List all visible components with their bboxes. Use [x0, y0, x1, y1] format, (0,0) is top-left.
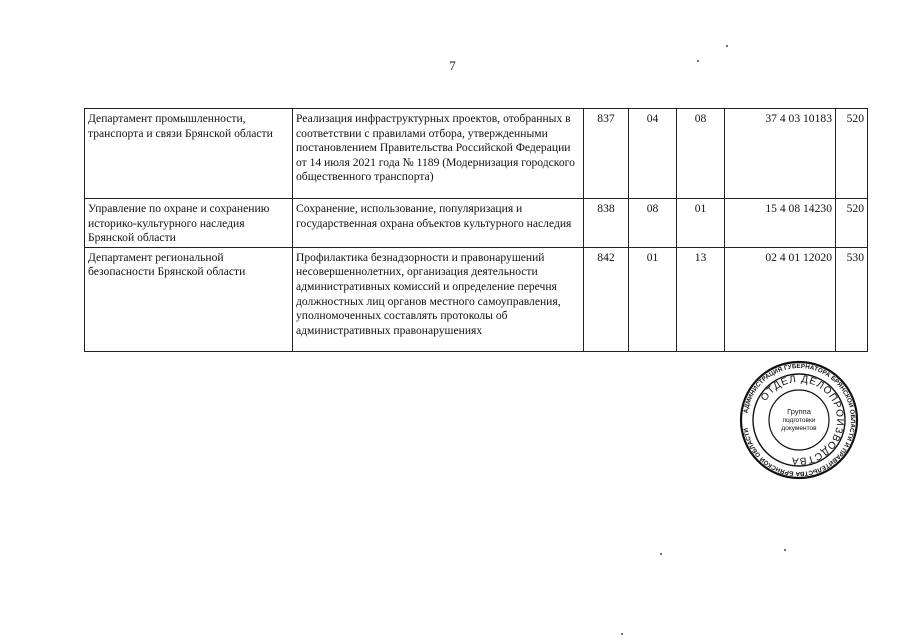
department-cell: Департамент региональной безопасности Брянской области — [85, 247, 293, 351]
scan-speck — [621, 633, 623, 635]
target-article-cell: 02 4 01 12020 — [725, 247, 836, 351]
scan-speck — [784, 549, 786, 551]
grbs-code-cell: 842 — [584, 247, 629, 351]
subsection-code-cell: 01 — [677, 199, 725, 248]
scan-speck — [697, 60, 699, 62]
stamp-outer-text: АДМИНИСТРАЦИЯ ГУБЕРНАТОРА БРЯНСКОЙ ОБЛАСТИ И ПРАВИТЕЛЬСТВА БРЯНСКОЙ ОБЛАСТИ — [742, 362, 857, 478]
budget-allocation-table — [84, 108, 868, 352]
expense-type-cell: 520 — [836, 109, 868, 199]
grbs-code-cell: 838 — [584, 199, 629, 248]
department-cell: Управление по охране и сохранению историко-культурного наследия Брянской области — [85, 199, 293, 248]
purpose-cell: Сохранение, использование, популяризация и государственная охрана объектов культурного наследия — [293, 199, 584, 248]
section-code-cell: 01 — [629, 247, 677, 351]
expense-type-cell: 530 — [836, 247, 868, 351]
purpose-cell: Профилактика безнадзорности и правонарушений несовершеннолетних, организация деятельности административных комиссий и определение перечня должностных лиц органов местного самоуправления, уполномоченных составлять протоколы об административных правонарушениях — [293, 247, 584, 351]
table-row — [85, 199, 868, 248]
stamp-center-line-1: Группа — [787, 407, 811, 416]
section-code-cell: 04 — [629, 109, 677, 199]
stamp-center-line-2: подготовки — [782, 417, 816, 424]
target-article-cell: 15 4 08 14230 — [725, 199, 836, 248]
stamp-center-line-3: документов — [781, 425, 817, 432]
expense-type-cell: 520 — [836, 199, 868, 248]
table-row — [85, 109, 868, 199]
scan-speck — [726, 45, 728, 47]
subsection-code-cell: 08 — [677, 109, 725, 199]
department-cell: Департамент промышленности, транспорта и связи Брянской области — [85, 109, 293, 199]
stamp-ring-text: ОТДЕЛ ДЕЛОПРОИЗВОДСТВА — [758, 373, 846, 467]
subsection-code-cell: 13 — [677, 247, 725, 351]
purpose-cell: Реализация инфраструктурных проектов, отобранных в соответствии с правилами отбора, утвержденными постановлением Правительства Российской Федерации от 14 июля 2021 года № 1189 (Модернизация городского общественного транспорта) — [293, 109, 584, 199]
grbs-code-cell: 837 — [584, 109, 629, 199]
official-stamp — [739, 360, 859, 480]
section-code-cell: 08 — [629, 199, 677, 248]
table-row — [85, 247, 868, 351]
scan-speck — [660, 553, 662, 555]
page-number: 7 — [449, 58, 456, 73]
target-article-cell: 37 4 03 10183 — [725, 109, 836, 199]
